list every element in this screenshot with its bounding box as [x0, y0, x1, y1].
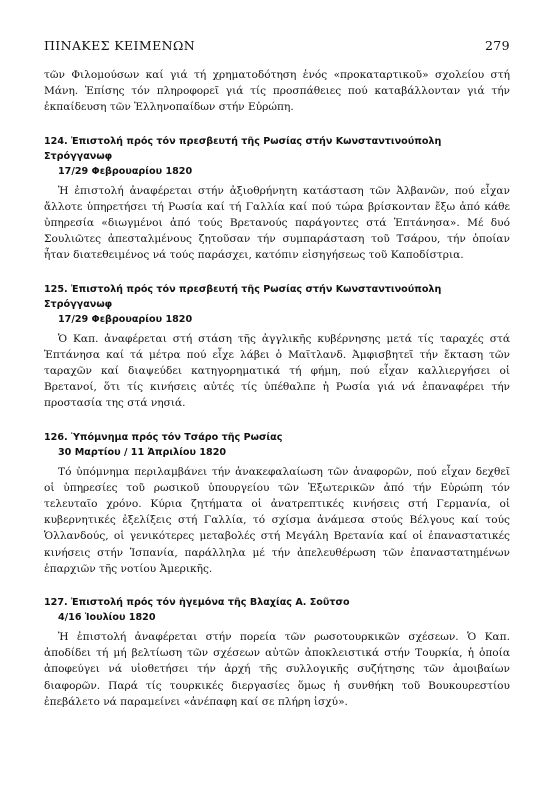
entry-date: 4/16 Ἰουλίου 1820	[58, 612, 156, 624]
entry-heading: 124. Ἐπιστολή πρός τόν πρεσβευτή τῆς Ρωσίας στήν Κωνσταντινούπολη Στρόγγανωφ	[44, 135, 442, 162]
entry-date: 30 Μαρτίου / 11 Ἀπριλίου 1820	[58, 446, 227, 458]
entry-body: Τό ὑπόμνημα περιλαμβάνει τήν ἀνακεφαλαίωση τῶν ἀναφορῶν, πού εἶχαν δεχθεῖ οἱ ὑπηρεσίες τοῦ ρωσικοῦ ὑπουργείου τῶν Ἐξωτερικῶν ἀπό τήν Εὐρώπη τόν τελευταῖο χρόνο. Κύρια ζητήματα οἱ ἀνατρεπτικές κινήσεις στή Γερμανία, οἱ κυβερνητικές ἐξελίξεις στή Γαλλία, τό σχίσμα ἀνάμεσα στούς Βέλγους καί τούς Ὁλλανδούς, οἱ γενικότερες μεταβολές στή Μεγάλη Βρετανία καί οἱ ἐπαναστατικές κινήσεις στήν Ἱσπανία, παράλληλα μέ τήν ἀπελευθέρωση τῶν ἐπαναστατημένων ἐπαρχιῶν τῆς νοτίου Ἀμερικῆς.	[44, 465, 510, 575]
entry-heading: 126. Ὑπόμνημα πρός τόν Τσάρο τῆς Ρωσίας	[44, 431, 283, 443]
entry-date: 17/29 Φεβρουαρίου 1820	[58, 165, 193, 177]
entry-body: Ἡ ἐπιστολή ἀναφέρεται στήν πορεία τῶν ρωσοτουρκικῶν σχέσεων. Ὁ Καπ. ἀποδίδει τή μή βελτίωση τῶν σχέσεων αὐτῶν ἀποκλειστικά στήν Τουρκία, ἡ ὁποία ἀποφεύγει νά υἱοθετήσει τήν ἀρχή τῆς συλλογικῆς συζήτησης τῶν ἀμοιβαίων διαφορῶν. Παρά τίς τουρκικές διεργασίες ὅμως ἡ συνθήκη τοῦ Βουκουρεστίου ἐπεβάλετο νά παραμείνει «ἀνέπαφη καί σε πλήρη ἰσχύ».	[44, 631, 510, 708]
entry-body: Ἡ ἐπιστολή ἀναφέρεται στήν ἀξιοθρήνητη κατάσταση τῶν Ἀλβανῶν, πού εἶχαν ἄλλοτε ὑπηρετήσει τή Ρωσία καί τή Γαλλία καί πού τώρα βρίσκονταν ἔξω ἀπό κάθε ὑπηρεσία «διωγμένοι ἀπό τούς Βρετανούς παράγοντες στά Ἑπτάνησα». Μέ δυό Σουλιῶτες ἀπεσταλμένους ζητοῦσαν τήν συμπαράσταση τοῦ Τσάρου, τήν ὁποίαν ἦταν διατεθειμένος νά τούς παράσχει, κατόπιν εἰσηγήσεως τοῦ Καποδίστρια.	[44, 184, 510, 262]
entry-heading: 125. Ἐπιστολή πρός τόν πρεσβευτή τῆς Ρωσίας στήν Κωνσταντινούπολη Στρόγγανωφ	[44, 283, 442, 310]
entry-126	[44, 430, 510, 577]
running-head	[44, 38, 510, 53]
entry-date: 17/29 Φεβρουαρίου 1820	[58, 313, 193, 325]
entry-127	[44, 595, 510, 710]
entry-body: Ὁ Καπ. ἀναφέρεται στή στάση τῆς ἀγγλικῆς κυβέρνησης μετά τίς ταραχές στά Ἑπτάνησα καί τά μέτρα πού εἶχε λάβει ὁ Μαῖτλανδ. Ἀμφισβητεῖ τήν ἔκταση τῶν ταραχῶν καί διαψεύδει κατηγορηματικά τή φήμη, πού εἶχαν καλλιεργήσει οἱ Βρετανοί, ὅτι τίς κινήσεις αὐτές τίς ὑπέθαλπε ἡ Ρωσία γιά νά ἐπαναφέρει τήν προστασία της στά νησιά.	[44, 332, 510, 410]
page-number: 279	[484, 38, 510, 53]
entry-heading: 127. Ἐπιστολή πρός τόν ἡγεμόνα τῆς Βλαχίας Α. Σοῦτσο	[44, 597, 350, 609]
running-head-title: ΠΙΝΑΚΕΣ ΚΕΙΜΕΝΩΝ	[44, 38, 196, 53]
entry-124	[44, 134, 510, 264]
entry-125	[44, 282, 510, 412]
intro-paragraph: τῶν Φιλομούσων καί γιά τή χρηματοδότηση ἑνός «προκαταρτικοῦ» σχολείου στή Μάνη. Ἐπίσης τόν πληροφορεῖ γιά τίς προσπάθειες πού καταβάλλονταν γιά τήν ἐκπαίδευση τῶν Ἑλληνοπαίδων στήν Εὐρώπη.	[44, 69, 510, 114]
